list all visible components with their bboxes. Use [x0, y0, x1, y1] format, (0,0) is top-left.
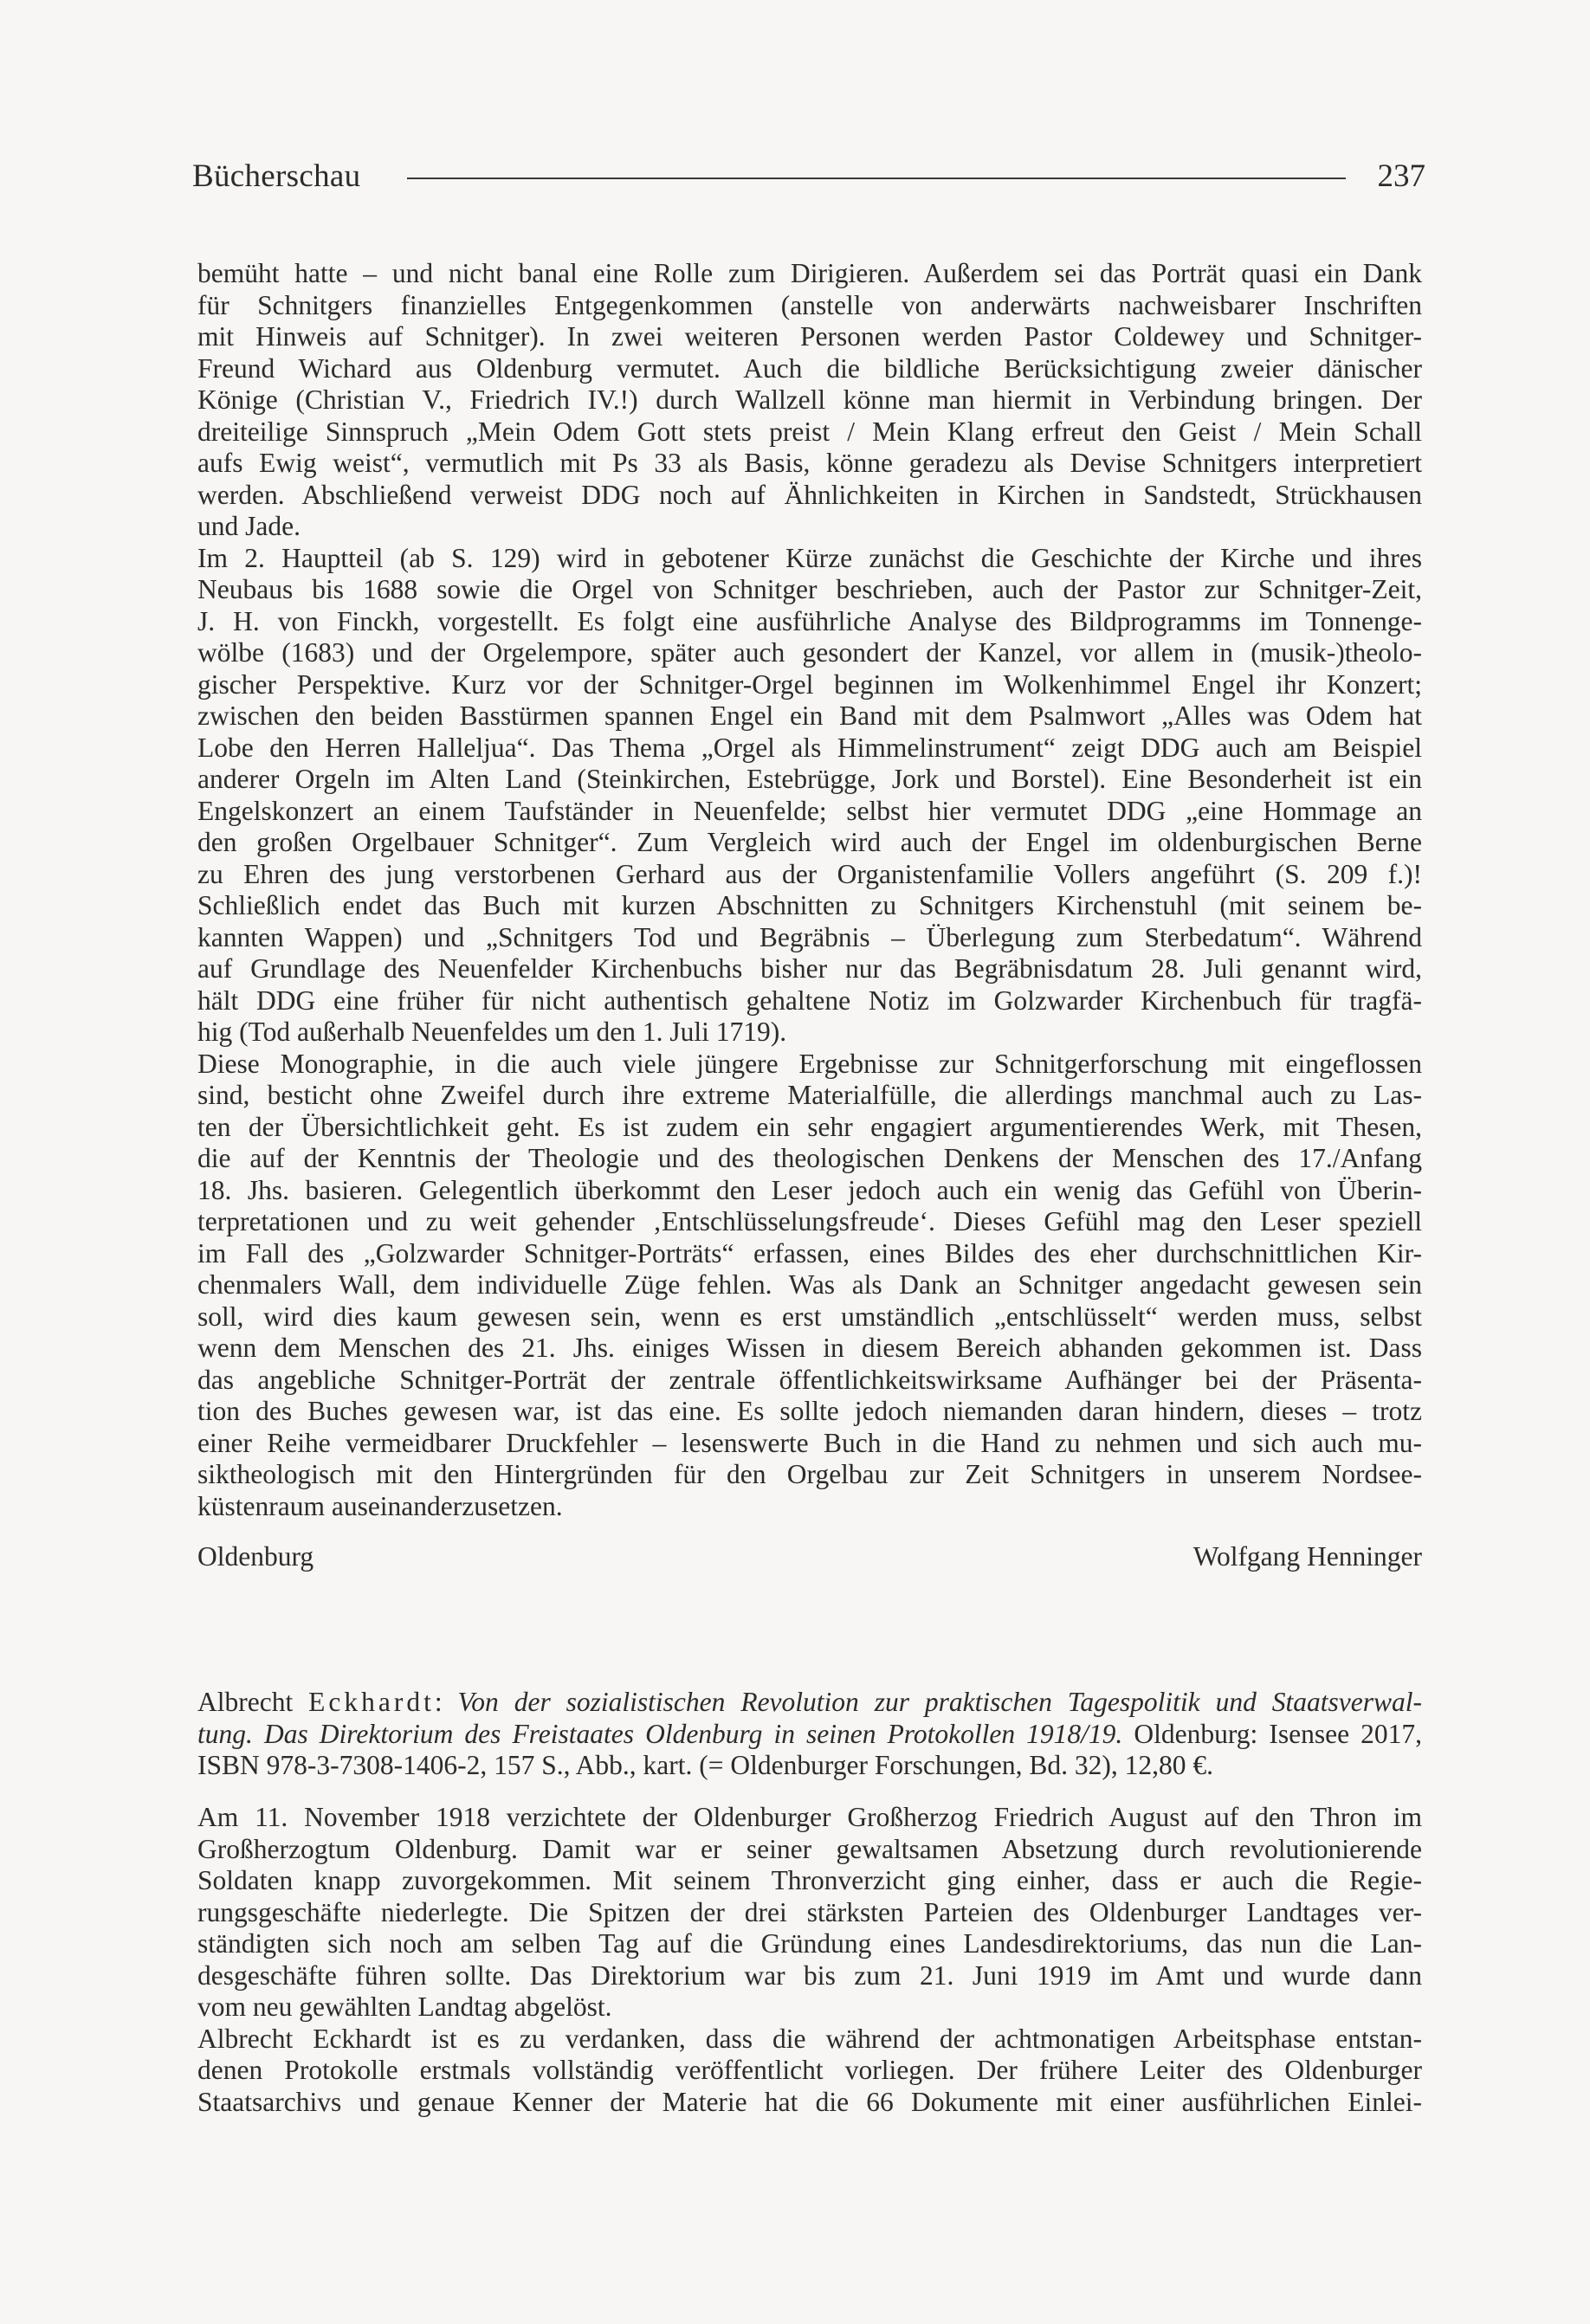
text-line: Freund Wichard aus Oldenburg vermutet. Auch die bildliche Berücksichtigung zweier dänischer — [197, 352, 1422, 384]
citation-title-part-1: Von der sozialistischen Revolution zur praktischen Tagespolitik und Staatsverwal- — [457, 1687, 1422, 1717]
text-line: terpretationen und zu weit gehender ‚Entschlüsselungsfreude‘. Dieses Gefühl mag den Leser speziell — [197, 1206, 1422, 1236]
text-line: Großherzogtum Oldenburg. Damit war er seiner gewaltsamen Absetzung durch revolutionierende — [197, 1833, 1422, 1864]
citation-line-3: ISBN 978-3-7308-1406-2, 157 S., Abb., kart. (= Oldenburger Forschungen, Bd. 32), 12,80 €. — [197, 1750, 1213, 1780]
text-line: werden. Abschließend verweist DDG noch auf Ähnlichkeiten in Kirchen in Sandstedt, Strückhausen — [197, 479, 1422, 510]
text-line: Diese Monographie, in die auch viele jüngere Ergebnisse zur Schnitgerforschung mit eingeflossen — [197, 1048, 1422, 1079]
text-line: denen Protokolle erstmals vollständig veröffentlicht vorliegen. Der frühere Leiter des Oldenburger — [197, 2055, 1422, 2085]
text-line: 18. Jhs. basieren. Gelegentlich überkommt den Leser jedoch auch ein wenig das Gefühl von Überin- — [197, 1174, 1422, 1205]
text-line: Neubaus bis 1688 sowie die Orgel von Schnitger beschrieben, auch der Pastor zur Schnitger-Zeit, — [197, 574, 1422, 604]
text-line: mit Hinweis auf Schnitger). In zwei weiteren Personen werden Pastor Coldewey und Schnitger- — [197, 321, 1422, 352]
text-line: und Jade. — [197, 511, 301, 541]
text-line: Soldaten knapp zuvorgekommen. Mit seinem Thronverzicht ging einher, dass er auch die Regie- — [197, 1865, 1422, 1895]
text-line: ten der Übersichtlichkeit geht. Es ist zudem ein sehr engagiert argumentierendes Werk, mit Thesen, — [197, 1111, 1422, 1142]
review-1-city: Oldenburg — [197, 1541, 314, 1572]
citation-title-part-2: tung. Das Direktorium des Freistaates Oldenburg in seinen Protokollen 1918/19. — [197, 1718, 1123, 1749]
text-line: hig (Tod außerhalb Neuenfeldes um den 1. Juli 1719). — [197, 1017, 787, 1047]
text-line: die auf der Kenntnis der Theologie und des theologischen Denkens der Menschen des 17./Anfang — [197, 1143, 1422, 1173]
citation-author-last: Eckhardt — [308, 1687, 435, 1717]
running-header-title: Bücherschau — [192, 158, 361, 194]
text-line: küstenraum auseinanderzusetzen. — [197, 1490, 563, 1521]
citation-publisher: Oldenburg: Isensee 2017, — [1122, 1718, 1422, 1749]
text-line: siktheologisch mit den Hintergründen für den Orgelbau zur Zeit Schnitgers in unserem Nordsee- — [197, 1459, 1422, 1489]
review-1-reviewer: Wolfgang Henninger — [1192, 1541, 1422, 1572]
text-line: Am 11. November 1918 verzichtete der Oldenburger Großherzog Friedrich August auf den Thron im — [197, 1802, 1422, 1832]
text-line: Könige (Christian V., Friedrich IV.!) durch Wallzell könne man hiermit in Verbindung bringen. Der — [197, 384, 1422, 415]
text-line: wölbe (1683) und der Orgelempore, später auch gesondert der Kanzel, vor allem in (musik-)theolo- — [197, 637, 1422, 668]
citation-line-2 — [197, 1719, 1422, 1751]
text-line: vom neu gewählten Landtag abgelöst. — [197, 1992, 612, 2022]
text-line: kannten Wappen) und „Schnitgers Tod und Begräbnis – Überlegung zum Sterbedatum“. Während — [197, 921, 1422, 952]
text-line: soll, wird dies kaum gewesen sein, wenn es erst umständlich „entschlüsselt“ werden muss, selbst — [197, 1301, 1422, 1332]
running-header — [192, 152, 1425, 204]
text-line: wenn dem Menschen des 21. Jhs. einiges Wissen in diesem Bereich abhanden gekommen ist. Dass — [197, 1333, 1422, 1363]
text-line: desgeschäfte führen sollte. Das Direktorium war bis zum 21. Juni 1919 im Amt und wurde dann — [197, 1959, 1422, 1991]
text-line: das angebliche Schnitger-Porträt der zentrale öffentlichkeitswirksame Aufhänger bei der Präsenta- — [197, 1364, 1422, 1395]
page-number: 237 — [1377, 158, 1425, 194]
text-line: den großen Orgelbauer Schnitger“. Zum Vergleich wird auch der Engel im oldenburgischen Berne — [197, 827, 1422, 857]
citation-line-1: Albrecht Eckhardt: Von der sozialistischen Revolution zur praktischen Tagespolitik und Staatsverwal- — [197, 1687, 1422, 1717]
citation-author-first: Albrecht — [197, 1687, 294, 1717]
text-line: ständigten sich noch am selben Tag auf die Gründung eines Landesdirektoriums, das nun die Lan- — [197, 1928, 1422, 1959]
text-line: für Schnitgers finanzielles Entgegenkommen (anstelle von anderwärts nachweisbarer Inschriften — [197, 289, 1422, 320]
text-line: gischer Perspektive. Kurz vor der Schnitger-Orgel beginnen im Wolkenhimmel Engel ihr Konzert; — [197, 668, 1422, 700]
text-line: tion des Buches gewesen war, ist das eine. Es sollte jedoch niemanden daran hindern, dieses – trotz — [197, 1396, 1422, 1426]
review-2-body — [197, 1802, 1422, 2118]
text-line: zu Ehren des jung verstorbenen Gerhard aus der Organistenfamilie Vollers angeführt (S. 209 f.)! — [197, 858, 1422, 889]
text-line: rungsgeschäfte niederlegte. Die Spitzen der drei stärksten Parteien des Oldenburger Landtages ver- — [197, 1896, 1422, 1927]
text-line: sind, besticht ohne Zweifel durch ihre extreme Materialfülle, die allerdings manchmal auch zu Las- — [197, 1080, 1422, 1110]
text-line: bemüht hatte – und nicht banal eine Rolle zum Dirigieren. Außerdem sei das Porträt quasi ein Dank — [197, 258, 1422, 288]
text-line: Schließlich endet das Buch mit kurzen Abschnitten zu Schnitgers Kirchenstuhl (mit seinem be- — [197, 890, 1422, 920]
text-line: Staatsarchivs und genaue Kenner der Materie hat die 66 Dokumente mit einer ausführlichen Einlei- — [197, 2086, 1422, 2117]
review-1-body — [197, 258, 1422, 1522]
review-2-citation — [197, 1687, 1422, 1782]
text-line: Lobe den Herren Halleljua“. Das Thema „Orgel als Himmelinstrument“ zeigt DDG auch am Beispiel — [197, 732, 1422, 763]
text-line: im Fall des „Golzwarder Schnitger-Porträts“ erfassen, eines Bildes des eher durchschnittlichen Kir- — [197, 1237, 1422, 1269]
text-line: J. H. von Finckh, vorgestellt. Es folgt eine ausführliche Analyse des Bildprogramms im Tonnenge- — [197, 605, 1422, 636]
text-line: anderer Orgeln im Alten Land (Steinkirchen, Estebrügge, Jork und Borstel). Eine Besonderheit ist ein — [197, 764, 1422, 794]
header-rule — [407, 178, 1346, 179]
text-line: zwischen den beiden Basstürmen spannen Engel ein Band mit dem Psalmwort „Alles was Odem hat — [197, 700, 1422, 731]
text-line: Albrecht Eckhardt ist es zu verdanken, dass die während der achtmonatigen Arbeitsphase entstan- — [197, 2023, 1422, 2054]
text-line: chenmalers Wall, dem individuelle Züge fehlen. Was als Dank an Schnitger angedacht gewesen sein — [197, 1269, 1422, 1300]
text-line: dreiteilige Sinnspruch „Mein Odem Gott stets preist / Mein Klang erfreut den Geist / Mein Schall — [197, 416, 1422, 447]
text-line: auf Grundlage des Neuenfelder Kirchenbuchs bisher nur das Begräbnisdatum 28. Juli genannt wird, — [197, 953, 1422, 984]
text-line: hält DDG eine früher für nicht authentisch gehaltene Notiz im Golzwarder Kirchenbuch für tragfä- — [197, 984, 1422, 1016]
text-line: aufs Ewig weist“, vermutlich mit Ps 33 als Basis, könne geradezu als Devise Schnitgers interpretiert — [197, 448, 1422, 478]
text-line: Im 2. Hauptteil (ab S. 129) wird in gebotener Kürze zunächst die Geschichte der Kirche und ihres — [197, 542, 1422, 573]
text-line: Engelskonzert an einem Taufständer in Neuenfelde; selbst hier vermutet DDG „eine Hommage an — [197, 795, 1422, 826]
text-line: einer Reihe vermeidbarer Druckfehler – lesenswerte Buch in die Hand zu nehmen und sich auch mu- — [197, 1427, 1422, 1458]
